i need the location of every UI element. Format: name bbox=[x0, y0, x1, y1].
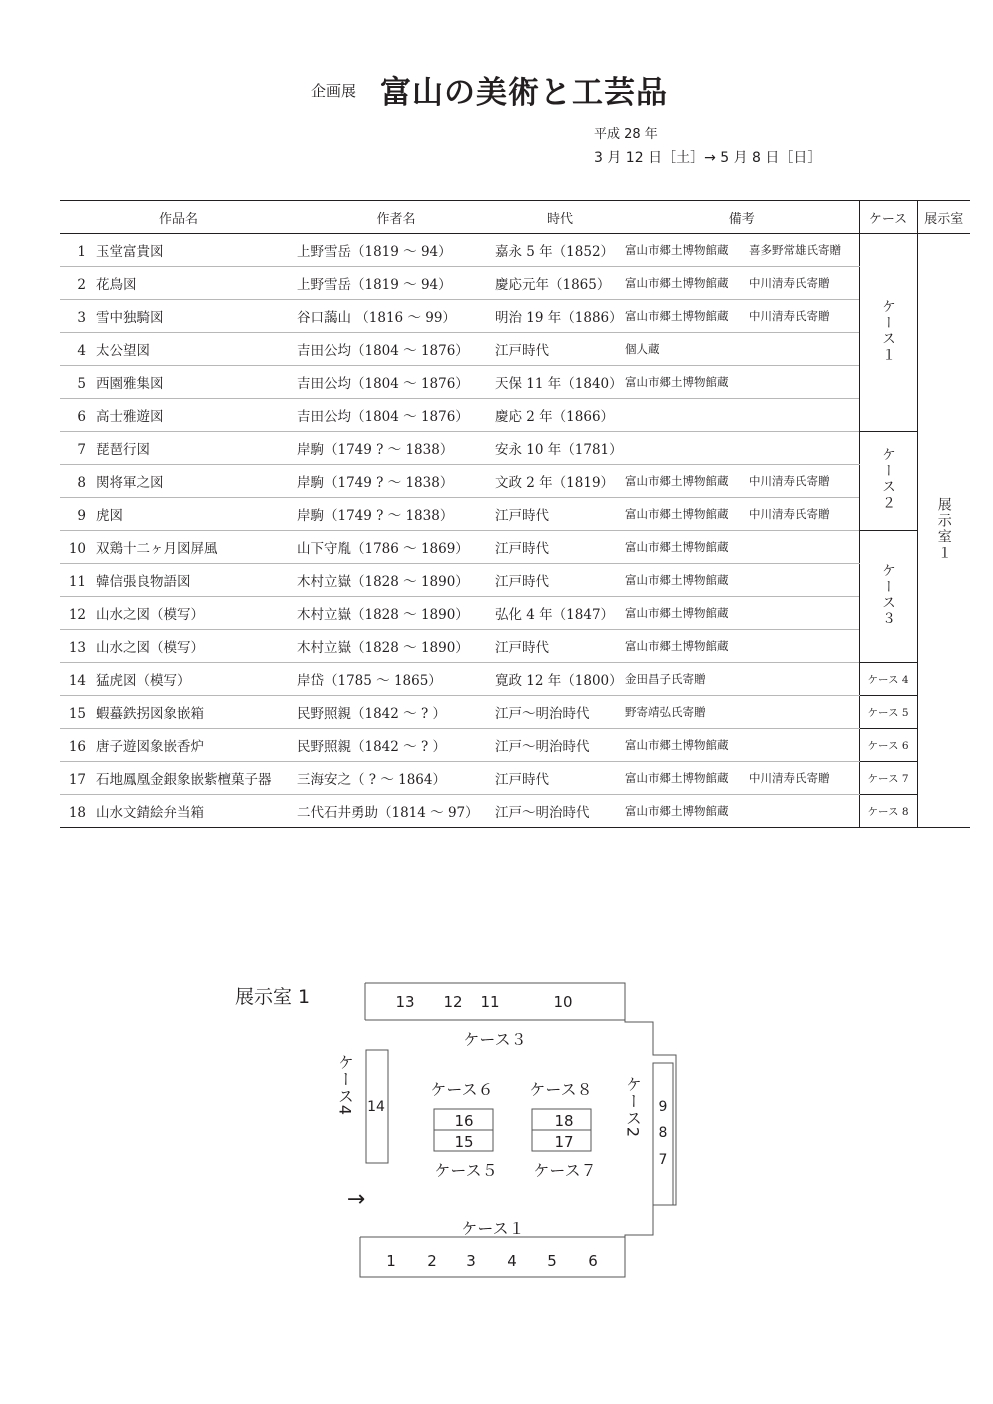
case-label: ケース 8 bbox=[867, 806, 909, 818]
cell-artist bbox=[297, 564, 495, 597]
cell-artist bbox=[297, 795, 495, 828]
cell-notes bbox=[625, 432, 859, 465]
cell-artist bbox=[297, 432, 495, 465]
row-number: 5 bbox=[77, 376, 86, 392]
cell-work bbox=[60, 333, 297, 366]
artist-name: 民野照親（1842 ～ ? ） bbox=[297, 706, 446, 722]
table-row bbox=[60, 696, 970, 729]
wall-number: 4 bbox=[507, 1252, 517, 1270]
artist-name: 三海安之（ ? ～ 1864） bbox=[297, 772, 446, 788]
cell-work bbox=[60, 597, 297, 630]
cell-case bbox=[859, 729, 917, 762]
artist-name: 谷口藹山 （1816 ～ 99） bbox=[297, 310, 456, 326]
note-collection: 富山市郷土博物館蔵 bbox=[625, 474, 729, 488]
cell-work bbox=[60, 432, 297, 465]
cell-notes bbox=[625, 234, 859, 267]
wall-number: 8 bbox=[658, 1125, 668, 1141]
case-label: ケース２ bbox=[880, 447, 896, 511]
cell-notes bbox=[625, 630, 859, 663]
case7-label: ケース７ bbox=[533, 1161, 597, 1180]
note-collection: 富山市郷土博物館蔵 bbox=[625, 573, 729, 587]
work-title: 韓信張良物語図 bbox=[96, 574, 191, 590]
table-row bbox=[60, 762, 970, 795]
room-map bbox=[330, 975, 690, 1285]
cell-period bbox=[495, 630, 625, 663]
period-text: 江戸～明治時代 bbox=[495, 706, 590, 722]
cell-artist bbox=[297, 762, 495, 795]
work-title: 虎図 bbox=[96, 508, 123, 524]
cell-period bbox=[495, 465, 625, 498]
cell-period bbox=[495, 432, 625, 465]
table-row bbox=[60, 399, 970, 432]
case-label: ケース 6 bbox=[867, 740, 909, 752]
cell-artist bbox=[297, 267, 495, 300]
cell-work bbox=[60, 300, 297, 333]
showcase-number: 18 bbox=[554, 1112, 574, 1130]
row-number: 3 bbox=[77, 310, 86, 326]
works-table bbox=[60, 200, 970, 828]
note-collection: 富山市郷土博物館蔵 bbox=[625, 309, 729, 323]
table-row bbox=[60, 564, 970, 597]
cell-work bbox=[60, 465, 297, 498]
note-collection: 富山市郷土博物館蔵 bbox=[625, 639, 729, 653]
cell-work bbox=[60, 564, 297, 597]
row-number: 1 bbox=[77, 244, 86, 260]
cell-work bbox=[60, 366, 297, 399]
work-title: 蝦蟇鉄拐図象嵌箱 bbox=[96, 706, 204, 722]
cell-room bbox=[917, 234, 970, 828]
note-collection: 富山市郷土博物館蔵 bbox=[625, 606, 729, 620]
cell-notes bbox=[625, 267, 859, 300]
note-collection: 富山市郷土博物館蔵 bbox=[625, 771, 729, 785]
table-row bbox=[60, 432, 970, 465]
cell-artist bbox=[297, 531, 495, 564]
artist-name: 二代石井勇助（1814 ～ 97） bbox=[297, 805, 479, 821]
artist-name: 岸駒（1749 ? ～ 1838） bbox=[297, 475, 454, 491]
note-collection: 個人蔵 bbox=[625, 342, 660, 356]
case6-label: ケース６ bbox=[430, 1080, 494, 1099]
cell-artist bbox=[297, 663, 495, 696]
case-label: ケース 7 bbox=[867, 773, 909, 785]
wall-number: 12 bbox=[443, 993, 463, 1011]
cell-notes bbox=[625, 333, 859, 366]
cell-period bbox=[495, 531, 625, 564]
case3-label: ケース３ bbox=[463, 1030, 527, 1049]
period-text: 慶応元年（1865） bbox=[495, 277, 611, 293]
cell-period bbox=[495, 696, 625, 729]
cell-period bbox=[495, 300, 625, 333]
period-text: 江戸時代 bbox=[495, 640, 549, 656]
cell-work bbox=[60, 795, 297, 828]
header-artist: 作者名 bbox=[297, 201, 495, 234]
entrance-arrow: → bbox=[346, 1187, 366, 1212]
cell-work bbox=[60, 729, 297, 762]
table-row bbox=[60, 267, 970, 300]
artist-name: 吉田公均（1804 ～ 1876） bbox=[297, 343, 469, 359]
cell-case bbox=[859, 762, 917, 795]
cell-notes bbox=[625, 465, 859, 498]
artist-name: 岸岱（1785 ～ 1865） bbox=[297, 673, 442, 689]
cell-artist bbox=[297, 366, 495, 399]
case-label: ケース 4 bbox=[867, 674, 909, 686]
cell-period bbox=[495, 762, 625, 795]
cell-notes bbox=[625, 762, 859, 795]
cell-work bbox=[60, 267, 297, 300]
cell-period bbox=[495, 366, 625, 399]
cell-work bbox=[60, 663, 297, 696]
wall-number: 9 bbox=[658, 1099, 668, 1115]
row-number: 9 bbox=[77, 508, 86, 524]
row-number: 15 bbox=[68, 706, 86, 722]
row-number: 13 bbox=[68, 640, 86, 656]
table-row bbox=[60, 465, 970, 498]
note-collection: 富山市郷土博物館蔵 bbox=[625, 243, 729, 257]
wall-number: 10 bbox=[553, 993, 573, 1011]
exhibition-type-label: 企画展 bbox=[311, 82, 357, 100]
cell-work bbox=[60, 234, 297, 267]
period-text: 慶応 2 年（1866） bbox=[495, 409, 615, 425]
note-collection: 野寄靖弘氏寄贈 bbox=[625, 705, 706, 719]
case-label: ケース 5 bbox=[867, 707, 909, 719]
period-text: 文政 2 年（1819） bbox=[495, 475, 615, 491]
cell-notes bbox=[625, 729, 859, 762]
work-title: 猛虎図（模写） bbox=[96, 673, 191, 689]
period-text: 安永 10 年（1781） bbox=[495, 442, 623, 458]
work-title: 唐子遊図象嵌香炉 bbox=[96, 739, 204, 755]
case2-vertical-label: ケース2 bbox=[623, 1075, 643, 1139]
note-donor: 喜多野常雄氏寄贈 bbox=[749, 243, 841, 257]
cell-case bbox=[859, 795, 917, 828]
cell-artist bbox=[297, 399, 495, 432]
case-label: ケース３ bbox=[880, 562, 896, 627]
period-text: 江戸時代 bbox=[495, 343, 549, 359]
case1-label: ケース１ bbox=[461, 1219, 525, 1238]
case-label: ケース１ bbox=[880, 298, 896, 363]
cell-period bbox=[495, 333, 625, 366]
wall-number: 3 bbox=[466, 1252, 476, 1270]
cell-artist bbox=[297, 333, 495, 366]
note-donor: 中川清寿氏寄贈 bbox=[749, 771, 830, 785]
header-notes: 備考 bbox=[625, 201, 859, 234]
work-title: 玉堂富貴図 bbox=[96, 244, 164, 260]
wall-number: 13 bbox=[395, 993, 415, 1011]
cell-notes bbox=[625, 696, 859, 729]
cell-case bbox=[859, 234, 917, 432]
table-row bbox=[60, 663, 970, 696]
cell-notes bbox=[625, 531, 859, 564]
note-collection: 富山市郷土博物館蔵 bbox=[625, 375, 729, 389]
header-period: 時代 bbox=[495, 201, 625, 234]
note-collection: 富山市郷土博物館蔵 bbox=[625, 804, 729, 818]
cell-case bbox=[859, 432, 917, 531]
artist-name: 民野照親（1842 ～ ? ） bbox=[297, 739, 446, 755]
cell-period bbox=[495, 267, 625, 300]
table-row bbox=[60, 597, 970, 630]
work-title: 山水之図（模写） bbox=[96, 607, 204, 623]
period-text: 嘉永 5 年（1852） bbox=[495, 244, 615, 260]
row-number: 14 bbox=[68, 673, 86, 689]
header-work: 作品名 bbox=[60, 201, 297, 234]
cell-notes bbox=[625, 366, 859, 399]
cell-work bbox=[60, 531, 297, 564]
work-title: 花鳥図 bbox=[96, 277, 137, 293]
artist-name: 木村立嶽（1828 ～ 1890） bbox=[297, 607, 469, 623]
period-text: 弘化 4 年（1847） bbox=[495, 607, 615, 623]
cell-artist bbox=[297, 696, 495, 729]
row-number: 16 bbox=[68, 739, 86, 755]
work-title: 山水文錆絵弁当箱 bbox=[96, 805, 204, 821]
table-header-row bbox=[60, 201, 970, 234]
cell-artist bbox=[297, 597, 495, 630]
note-donor: 中川清寿氏寄贈 bbox=[749, 276, 830, 290]
note-donor: 中川清寿氏寄贈 bbox=[749, 309, 830, 323]
cell-artist bbox=[297, 498, 495, 531]
row-number: 17 bbox=[68, 772, 86, 788]
artist-name: 吉田公均（1804 ～ 1876） bbox=[297, 409, 469, 425]
period-text: 江戸～明治時代 bbox=[495, 805, 590, 821]
note-collection: 富山市郷土博物館蔵 bbox=[625, 507, 729, 521]
cell-period bbox=[495, 663, 625, 696]
row-number: 10 bbox=[68, 541, 86, 557]
cell-artist bbox=[297, 300, 495, 333]
work-title: 山水之図（模写） bbox=[96, 640, 204, 656]
cell-notes bbox=[625, 564, 859, 597]
row-number: 7 bbox=[77, 442, 86, 458]
artist-name: 山下守胤（1786 ～ 1869） bbox=[297, 541, 469, 557]
cell-case bbox=[859, 531, 917, 663]
table-row bbox=[60, 729, 970, 762]
cell-period bbox=[495, 597, 625, 630]
cell-case bbox=[859, 696, 917, 729]
showcase-number: 17 bbox=[554, 1133, 574, 1151]
cell-case bbox=[859, 663, 917, 696]
exhibition-year: 平成 28 年 bbox=[594, 127, 658, 142]
row-number: 11 bbox=[68, 574, 86, 590]
wall-number: 14 bbox=[367, 1099, 385, 1115]
cell-work bbox=[60, 399, 297, 432]
cell-artist bbox=[297, 630, 495, 663]
row-number: 8 bbox=[77, 475, 86, 491]
work-title: 高士雅遊図 bbox=[96, 409, 164, 425]
case5-label: ケース５ bbox=[434, 1161, 498, 1180]
wall-number: 2 bbox=[427, 1252, 437, 1270]
cell-period bbox=[495, 399, 625, 432]
note-collection: 富山市郷土博物館蔵 bbox=[625, 276, 729, 290]
artist-name: 上野雪岳（1819 ～ 94） bbox=[297, 244, 452, 260]
work-title: 西園雅集図 bbox=[96, 376, 164, 392]
cell-artist bbox=[297, 729, 495, 762]
cell-period bbox=[495, 498, 625, 531]
note-collection: 金田昌子氏寄贈 bbox=[625, 672, 706, 686]
cell-work bbox=[60, 630, 297, 663]
showcase-number: 15 bbox=[454, 1133, 474, 1151]
note-collection: 富山市郷土博物館蔵 bbox=[625, 540, 729, 554]
wall-number: 1 bbox=[386, 1252, 396, 1270]
header-case: ケース bbox=[859, 201, 917, 234]
cell-notes bbox=[625, 597, 859, 630]
wall-number: 6 bbox=[588, 1252, 598, 1270]
cell-notes bbox=[625, 795, 859, 828]
row-number: 4 bbox=[77, 343, 86, 359]
work-title: 太公望図 bbox=[96, 343, 150, 359]
work-title: 琵琶行図 bbox=[96, 442, 150, 458]
artist-name: 木村立嶽（1828 ～ 1890） bbox=[297, 574, 469, 590]
wall-number: 7 bbox=[658, 1152, 668, 1168]
cell-notes bbox=[625, 663, 859, 696]
case4-vertical-label: ケース4 bbox=[335, 1053, 355, 1117]
period-text: 江戸時代 bbox=[495, 574, 549, 590]
period-text: 江戸時代 bbox=[495, 541, 549, 557]
artist-name: 木村立嶽（1828 ～ 1890） bbox=[297, 640, 469, 656]
cell-notes bbox=[625, 300, 859, 333]
table-row bbox=[60, 366, 970, 399]
artist-name: 岸駒（1749 ? ～ 1838） bbox=[297, 508, 454, 524]
artist-name: 岸駒（1749 ? ～ 1838） bbox=[297, 442, 454, 458]
cell-notes bbox=[625, 498, 859, 531]
cell-period bbox=[495, 729, 625, 762]
cell-notes bbox=[625, 399, 859, 432]
row-number: 6 bbox=[77, 409, 86, 425]
period-text: 明治 19 年（1886） bbox=[495, 310, 623, 326]
table-row bbox=[60, 333, 970, 366]
cell-work bbox=[60, 498, 297, 531]
table-row bbox=[60, 795, 970, 828]
period-text: 江戸時代 bbox=[495, 508, 549, 524]
work-title: 雪中独騎図 bbox=[96, 310, 164, 326]
table-row bbox=[60, 630, 970, 663]
wall-number: 5 bbox=[547, 1252, 557, 1270]
table-row bbox=[60, 234, 970, 267]
table-row bbox=[60, 531, 970, 564]
exhibition-title: 富山の美術と工芸品 bbox=[380, 75, 668, 111]
note-collection: 富山市郷土博物館蔵 bbox=[625, 738, 729, 752]
cell-work bbox=[60, 762, 297, 795]
artist-name: 上野雪岳（1819 ～ 94） bbox=[297, 277, 452, 293]
work-title: 双鶏十二ヶ月図屏風 bbox=[96, 541, 218, 557]
period-text: 江戸時代 bbox=[495, 772, 549, 788]
cell-artist bbox=[297, 234, 495, 267]
period-text: 寛政 12 年（1800） bbox=[495, 673, 623, 689]
room-label: 展示室１ bbox=[935, 496, 952, 561]
table-row bbox=[60, 498, 970, 531]
work-title: 石地鳳凰金銀象嵌紫檀菓子器 bbox=[96, 772, 272, 788]
wall-number: 11 bbox=[480, 993, 500, 1011]
note-donor: 中川清寿氏寄贈 bbox=[749, 507, 830, 521]
showcase-number: 16 bbox=[454, 1112, 474, 1130]
work-title: 関将軍之図 bbox=[96, 475, 164, 491]
cell-period bbox=[495, 795, 625, 828]
row-number: 18 bbox=[68, 805, 86, 821]
table-row bbox=[60, 300, 970, 333]
map-title: 展示室 1 bbox=[235, 986, 311, 1008]
note-donor: 中川清寿氏寄贈 bbox=[749, 474, 830, 488]
period-text: 天保 11 年（1840） bbox=[495, 376, 623, 392]
exhibition-dates: 3 月 12 日［土］→ 5 月 8 日［日］ bbox=[594, 150, 822, 166]
cell-artist bbox=[297, 465, 495, 498]
cell-period bbox=[495, 234, 625, 267]
row-number: 2 bbox=[77, 277, 86, 293]
cell-work bbox=[60, 696, 297, 729]
artist-name: 吉田公均（1804 ～ 1876） bbox=[297, 376, 469, 392]
cell-period bbox=[495, 564, 625, 597]
row-number: 12 bbox=[68, 607, 86, 623]
case8-label: ケース８ bbox=[529, 1080, 593, 1099]
header-room: 展示室 bbox=[917, 201, 970, 234]
period-text: 江戸～明治時代 bbox=[495, 739, 590, 755]
